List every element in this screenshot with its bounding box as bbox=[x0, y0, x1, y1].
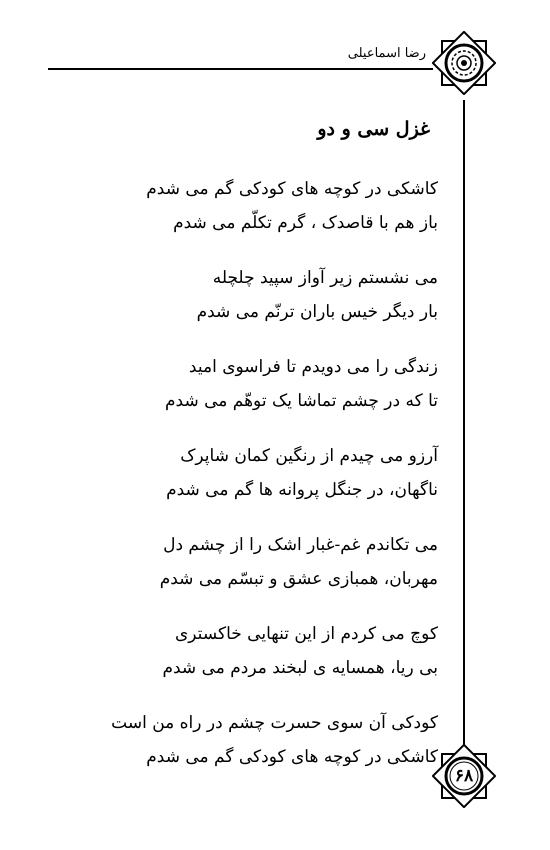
verse-line: کوچ می کردم از این تنهایی خاکستری bbox=[175, 624, 438, 644]
side-rule bbox=[463, 100, 465, 745]
stanza bbox=[108, 528, 438, 596]
verse-line: کاشکی در کوچه های کودکی گم می شدم bbox=[146, 747, 438, 767]
verse-line: بار دیگر خیس باران ترنّم می شدم bbox=[196, 302, 438, 322]
stanza bbox=[108, 439, 438, 507]
author-name: رضا اسماعیلی bbox=[347, 46, 426, 61]
verse-line: کودکی آن سوی حسرت چشم در راه من است bbox=[111, 713, 438, 733]
verse-line: می نشستم زیر آواز سپید چلچله bbox=[212, 268, 438, 288]
page-number: ۶۸ bbox=[454, 766, 474, 786]
verse-line: تا که در چشم تماشا یک توهّم می شدم bbox=[165, 391, 438, 411]
verse-line: آرزو می چیدم از رنگین کمان شاپرک bbox=[180, 446, 438, 466]
verse-line: باز هم با قاصدک ، گرم تکلّم می شدم bbox=[173, 213, 438, 233]
verse-line: مهربان، همبازی عشق و تبسّم می شدم bbox=[159, 569, 438, 589]
poem-title: غزل سی و دو bbox=[317, 118, 430, 140]
stanza bbox=[108, 350, 438, 418]
verse-line: بی ریا، همسایه ی لبخند مردم می شدم bbox=[162, 658, 438, 678]
rosette-ornament-icon bbox=[432, 31, 496, 95]
stanza bbox=[108, 706, 438, 774]
poem-body bbox=[108, 172, 438, 795]
verse-line: می تکاندم غم-غبار اشک را از چشم دل bbox=[163, 535, 438, 555]
verse-line: ناگهان، در جنگل پروانه ها گم می شدم bbox=[166, 480, 438, 500]
stanza bbox=[108, 617, 438, 685]
header-rule bbox=[48, 68, 433, 70]
verse-line: زندگی را می دویدم تا فراسوی امید bbox=[188, 357, 438, 377]
stanza bbox=[108, 172, 438, 240]
verse-line: کاشکی در کوچه های کودکی گم می شدم bbox=[146, 179, 438, 199]
stanza bbox=[108, 261, 438, 329]
